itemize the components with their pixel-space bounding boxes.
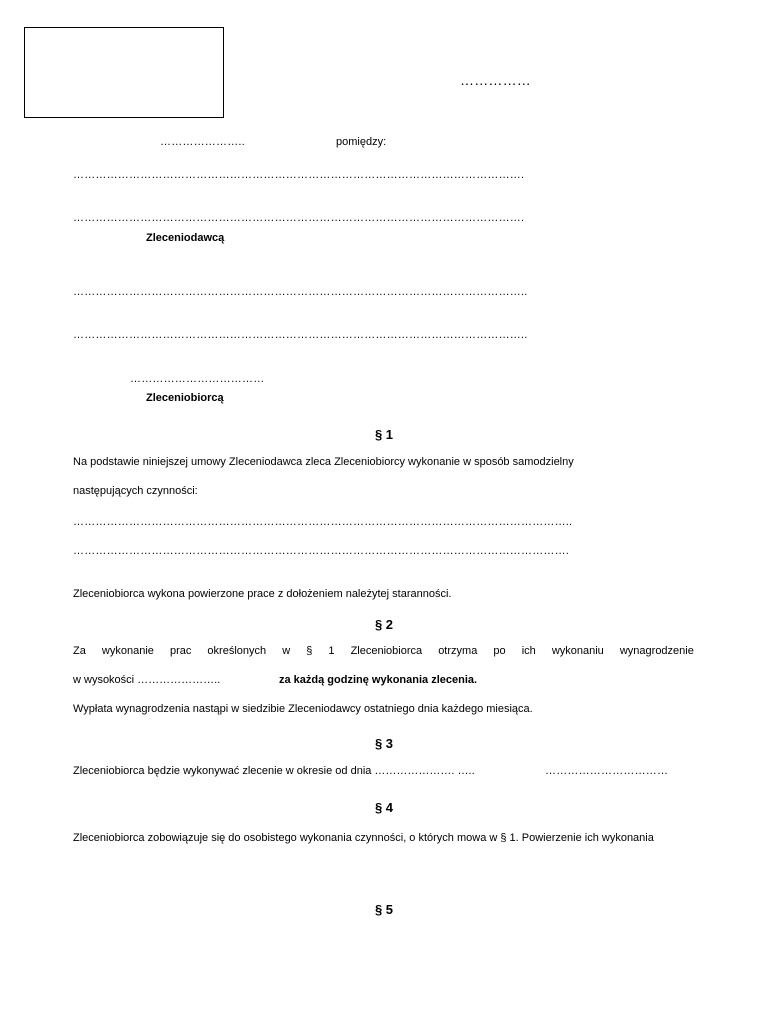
section-1-text-2: następujących czynności: bbox=[73, 485, 198, 497]
section-2-word: otrzyma bbox=[438, 645, 478, 657]
contractor-line-2: ………………………………………………………………………………………………………….. bbox=[73, 329, 528, 341]
section-2-amount-bold: za każdą godzinę wykonania zlecenia. bbox=[279, 674, 478, 686]
section-2-word: Za bbox=[73, 645, 86, 657]
section-2-heading: § 2 bbox=[374, 617, 394, 632]
title-dots: …………… bbox=[460, 72, 531, 88]
section-3-heading: § 3 bbox=[374, 736, 394, 751]
section-2-justified-line bbox=[73, 645, 694, 657]
client-role: Zleceniodawcą bbox=[146, 232, 225, 244]
section-2-word: wynagrodzenie bbox=[619, 645, 694, 657]
section-2-word: Zleceniobiorca bbox=[350, 645, 423, 657]
section-1-line-1: …………………………………………………………………………………………………………………….. bbox=[73, 516, 573, 528]
section-2-word: § bbox=[306, 645, 313, 657]
client-line-2: …………………………………………………………………………………………………………. bbox=[73, 212, 525, 224]
client-line-1: …………………………………………………………………………………………………………. bbox=[73, 169, 525, 181]
section-1-text-1: Na podstawie niniejszej umowy Zleceniodawca zleca Zleceniobiorcy wykonanie w sposób samodzielny bbox=[73, 456, 574, 468]
section-1-line-2: ……………………………………………………………………………………………………………………. bbox=[73, 545, 570, 557]
section-2-payment: Wypłata wynagrodzenia nastąpi w siedzibie Zleceniodawcy ostatniego dnia każdego miesiąca. bbox=[73, 703, 533, 715]
section-2-word: wykonaniu bbox=[551, 645, 604, 657]
section-2-word: w bbox=[282, 645, 291, 657]
section-1-heading: § 1 bbox=[374, 427, 394, 442]
section-5-heading: § 5 bbox=[374, 902, 394, 917]
section-2-word: prac bbox=[169, 645, 192, 657]
section-2-word: ich bbox=[521, 645, 536, 657]
section-4-heading: § 4 bbox=[374, 800, 394, 815]
contractor-line-1: ………………………………………………………………………………………………………….. bbox=[73, 286, 528, 298]
section-1-text-3: Zleceniobiorca wykona powierzone prace z dołożeniem należytej staranności. bbox=[73, 588, 452, 600]
section-2-word: po bbox=[493, 645, 506, 657]
stamp-box bbox=[24, 27, 224, 118]
contract-date-dots: ………………….. bbox=[160, 136, 245, 148]
section-2-amount-prefix: w wysokości ………………….. bbox=[73, 674, 221, 686]
section-2-word: określonych bbox=[207, 645, 267, 657]
contractor-role: Zleceniobiorcą bbox=[146, 392, 224, 404]
contractor-dots: ……………………………… bbox=[130, 373, 265, 385]
section-3-text: Zleceniobiorca będzie wykonywać zlecenie w okresie od dnia …………………. ….. bbox=[73, 765, 475, 777]
section-3-end-dots: …………………………… bbox=[545, 765, 669, 777]
between-label: pomiędzy: bbox=[336, 136, 387, 148]
section-4-text: Zleceniobiorca zobowiązuje się do osobistego wykonania czynności, o których mowa w § 1. Powierzenie ich wykonania bbox=[73, 832, 654, 844]
section-2-word: 1 bbox=[328, 645, 335, 657]
section-2-word: wykonanie bbox=[101, 645, 154, 657]
